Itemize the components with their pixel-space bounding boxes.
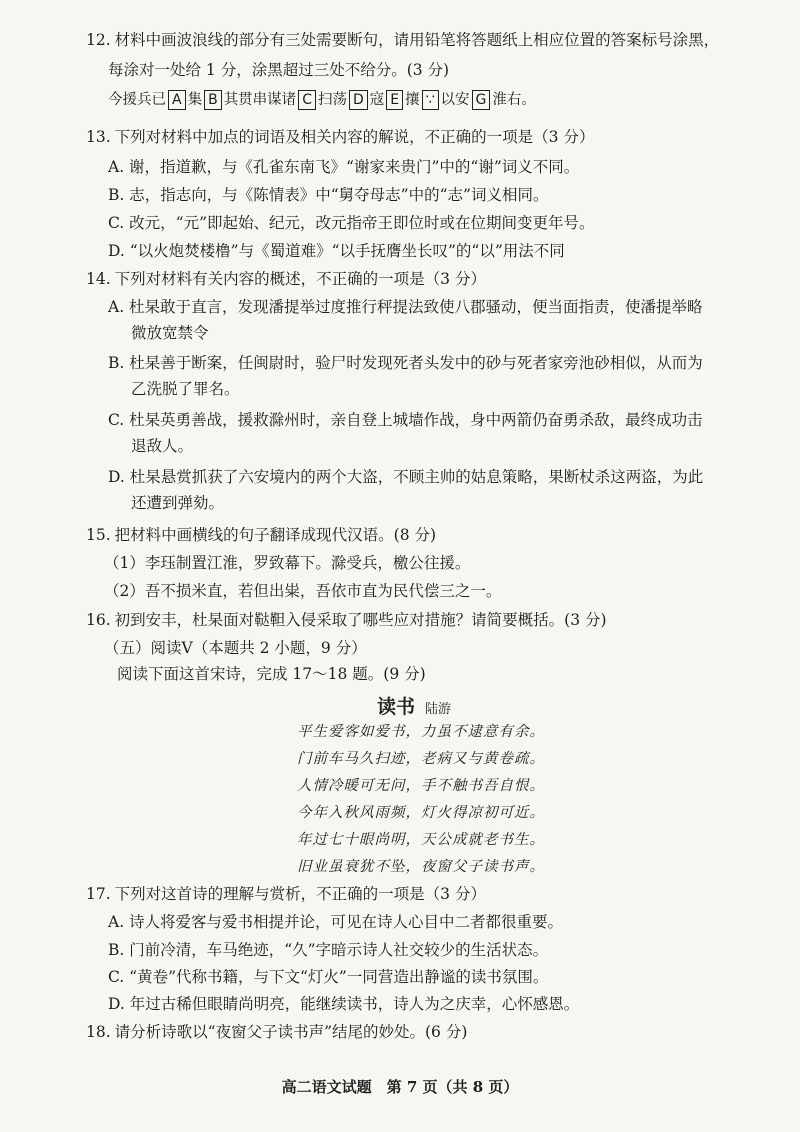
q14-option-c-2: 退敌人。 [131,437,194,455]
q15-stem-line [86,525,436,545]
q14-number: 14. [86,270,111,288]
poem-line-6: 旧业虽衰犹不坠，夜窗父子读书声。 [297,859,545,875]
q14-option-d-1: D. 杜杲悬赏抓获了六安境内的两个大盗，不顾主帅的姑息策略，果断杖杀这两盗，为此 [108,468,704,486]
q15-number: 15. [86,526,111,544]
q12-seg: 攘 [405,92,420,108]
section-heading: （五）阅读Ⅴ（本题共 2 小题，9 分） [104,639,367,657]
q16-stem: 初到安丰，杜杲面对鞑靼入侵采取了哪些应对措施？请简要概括。(3 分) [114,611,607,629]
q17-option-b: B. 门前冷清，车马绝迹，“久”字暗示诗人社交较少的生活状态。 [108,941,549,959]
poem-line-1: 平生爱客如爱书，力虽不逮意有余。 [297,724,545,740]
q18-stem-line [86,1022,467,1042]
q12-stem-2: 每涂对一处给 1 分，涂黑超过三处不给分。(3 分) [108,61,450,79]
q17-option-a: A. 诗人将爱客与爱书相提并论，可见在诗人心目中二者都很重要。 [108,913,564,931]
q12-seg: 扫荡 [317,92,347,108]
poem-title [377,692,451,719]
q12-seg: 淮右。 [492,92,536,108]
answer-mark-g[interactable]: G [472,90,491,110]
q13-stem: 下列对材料中加点的词语及相关内容的解说，不正确的一项是（3 分） [114,128,595,146]
answer-mark-f[interactable]: ∵ [422,90,439,110]
q12-seg: 其贯串谋诸 [223,92,297,108]
q13-option-d: D. “以火炮焚楼橹”与《蜀道难》“以手抚膺坐长叹”的“以”用法不同 [108,242,565,260]
poem-author: 陆游 [425,702,452,717]
q12-seg: 集 [187,92,203,108]
q13-stem-line [86,127,594,147]
q15-sentence-2: （2）吾不损米直，若但出粜，吾依市直为民代偿三之一。 [104,582,502,600]
page-footer: 高二语文试题 第 7 页（共 8 页） [281,1078,519,1096]
q16-number: 16. [86,611,111,629]
q14-option-d-2: 还遭到弹劾。 [131,494,225,512]
answer-mark-e[interactable]: E [386,90,403,110]
q17-option-d: D. 年过古稀但眼睛尚明亮，能继续读书，诗人为之庆幸，心怀感恩。 [108,995,580,1013]
q17-number: 17. [86,885,111,903]
answer-mark-c[interactable]: C [298,90,316,110]
q17-stem: 下列对这首诗的理解与赏析，不正确的一项是（3 分） [114,885,486,903]
q18-number: 18. [86,1023,111,1041]
q12-seg: 以安 [440,92,470,108]
q14-stem: 下列对材料有关内容的概述，不正确的一项是（3 分） [114,270,486,288]
q17-option-c: C. “黄卷”代称书籍，与下文“灯火”一同营造出静谧的读书氛围。 [108,968,549,986]
q14-option-c-1: C. 杜杲英勇善战，援救滁州时，亲自登上城墙作战，身中两箭仍奋勇杀敌，最终成功击 [108,411,703,429]
q13-option-c: C. 改元，“元”即起始、纪元，改元指帝王即位时或在位期间变更年号。 [108,214,595,232]
q14-stem-line [86,269,486,289]
poem-line-4: 今年入秋风雨频，灯火得凉初可近。 [297,805,545,821]
q12-stem-1: 材料中画波浪线的部分有三处需要断句，请用铅笔将答题纸上相应位置的答案标号涂黑， [114,31,720,49]
poem-line-5: 年过七十眼尚明，天公成就老书生。 [297,832,545,848]
poem-line-3: 人情冷暖可无问，手不触书吾自恨。 [297,778,545,794]
section-intro: 阅读下面这首宋诗，完成 17～18 题。(9 分) [117,665,426,683]
q13-number: 13. [86,128,111,146]
q14-option-b-1: B. 杜杲善于断案，任闽尉时，验尸时发现死者头发中的砂与死者家旁池砂相似，从而为 [108,354,703,372]
poem-line-2: 门前车马久扫迹，老病又与黄卷疏。 [297,751,545,767]
q18-stem: 请分析诗歌以“夜窗父子读书声”结尾的妙处。(6 分) [114,1023,468,1041]
q12-number: 12. [86,31,111,49]
q12-line1 [86,30,719,50]
q13-option-a: A. 谢，指道歉，与《孔雀东南飞》“谢家来贵门”中的“谢”词义不同。 [108,158,580,176]
q12-seg: 今援兵已 [108,92,166,108]
answer-mark-d[interactable]: D [349,90,368,110]
q15-stem: 把材料中画横线的句子翻译成现代汉语。(8 分) [114,526,437,544]
answer-mark-a[interactable]: A [168,90,186,110]
q15-sentence-1: （1）李珏制置江淮，罗致幕下。滁受兵，檄公往援。 [104,554,471,572]
q13-option-b: B. 志，指志向，与《陈情表》中“舅夺母志”中的“志”词义相同。 [108,186,549,204]
q14-option-a-1: A. 杜杲敢于直言，发现潘提举过度推行秤提法致使八郡骚动，便当面指责，使潘提举略 [108,298,703,316]
poem-title-text: 读书 [377,696,416,718]
q14-option-b-2: 乙洗脱了罪名。 [131,380,240,398]
q12-seg: 寇 [369,92,385,108]
q16-stem-line [86,610,607,630]
answer-mark-b[interactable]: B [204,90,222,110]
q12-sentence [108,90,536,110]
q14-option-a-2: 微放宽禁令 [131,324,209,342]
q17-stem-line [86,884,486,904]
